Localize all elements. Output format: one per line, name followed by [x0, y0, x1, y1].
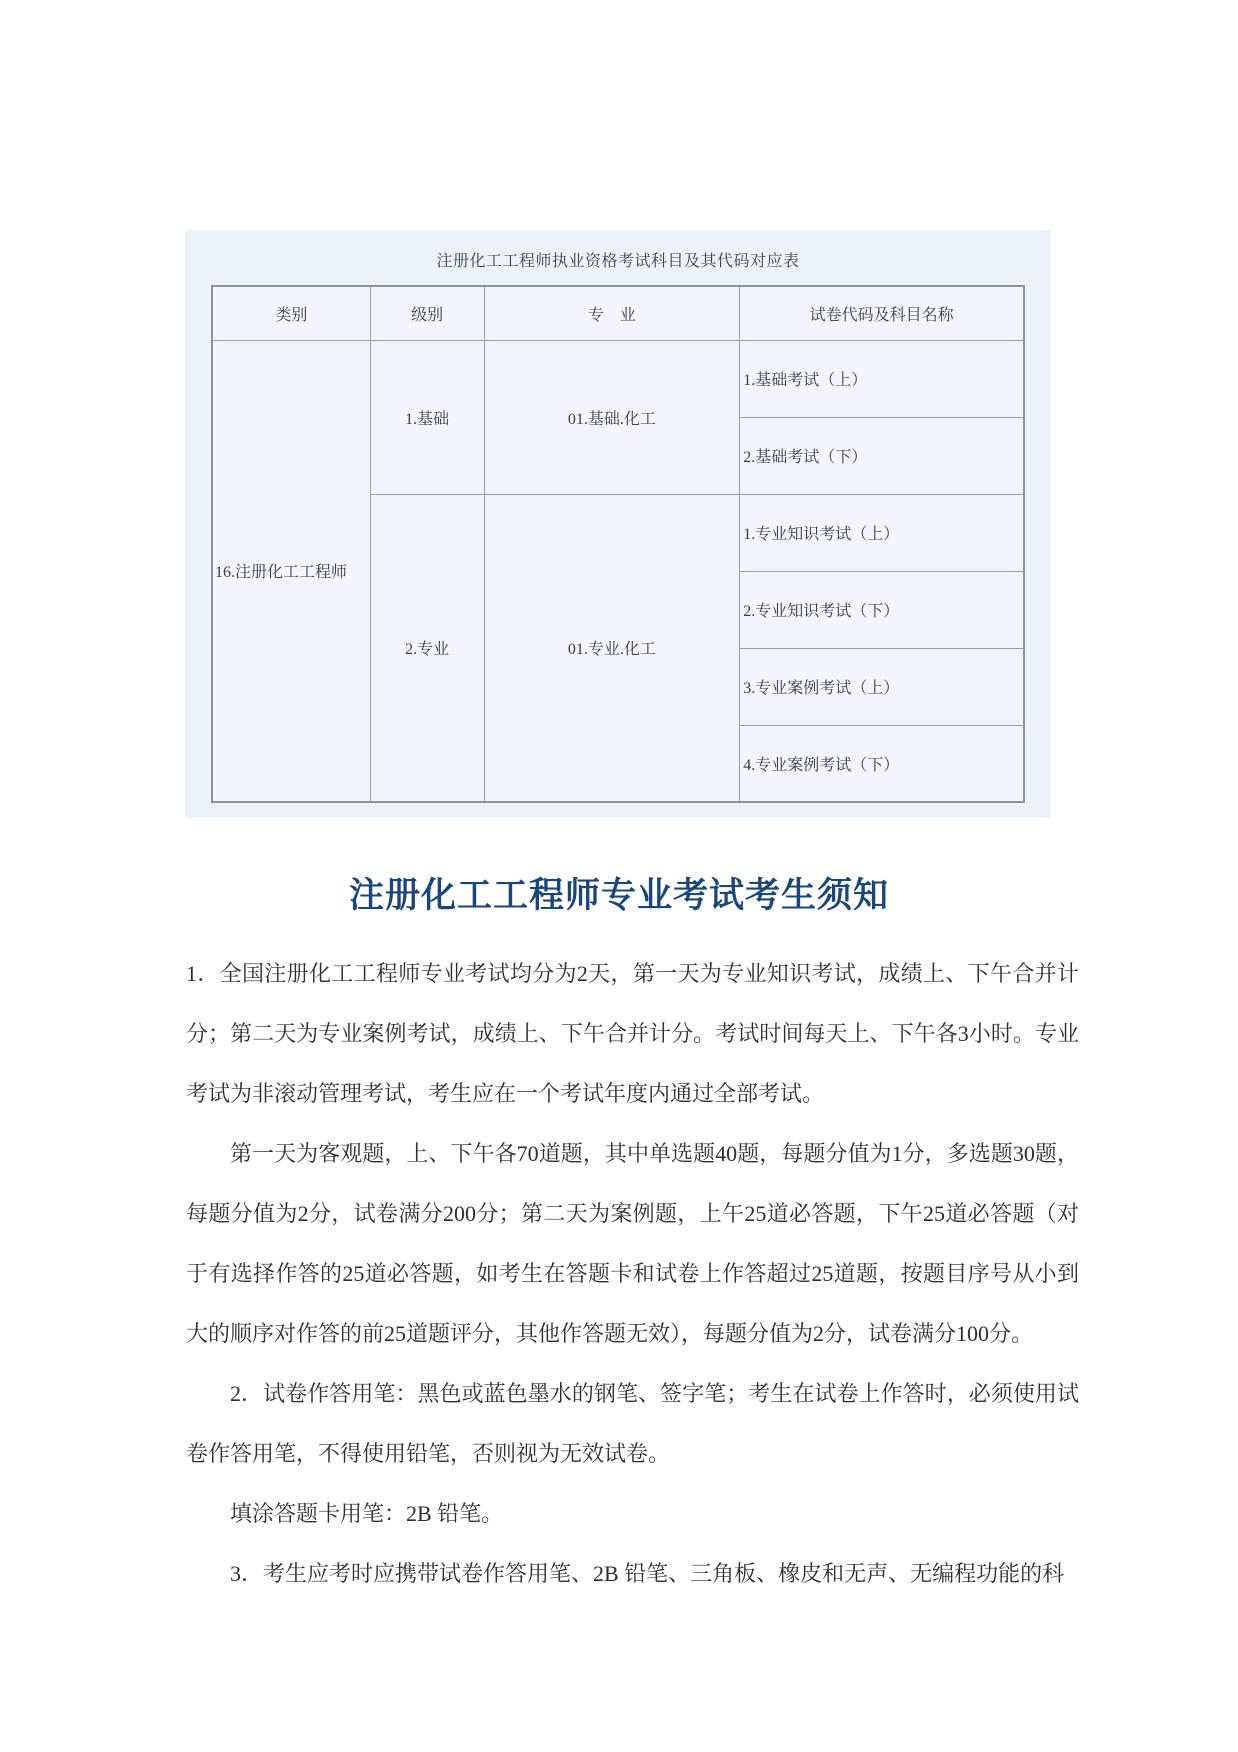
notice-paragraph: 2．试卷作答用笔：黑色或蓝色墨水的钢笔、签字笔；考生在试卷上作答时，必须使用试卷作答用笔，不得使用铅笔，否则视为无效试卷。 [186, 1381, 1079, 1466]
subject-cell: 1.基础考试（上） [740, 340, 1024, 417]
exam-code-table [211, 285, 1025, 803]
major-cell-basic: 01.基础.化工 [484, 340, 740, 494]
notice-paragraph: 1．全国注册化工工程师专业考试均分为2天，第一天为专业知识考试，成绩上、下午合并计分；第二天为专业案例考试，成绩上、下午合并计分。考试时间每天上、下午各3小时。专业考试为非滚动管理考试，考生应在一个考试年度内通过全部考试。 [186, 961, 1079, 1106]
header-cell-paper-code: 试卷代码及科目名称 [740, 286, 1024, 340]
header-cell-major: 专 业 [484, 286, 740, 340]
subject-cell: 1.专业知识考试（上） [740, 494, 1024, 571]
notice-paragraph: 填涂答题卡用笔：2B 铅笔。 [230, 1501, 504, 1526]
subject-cell: 2.基础考试（下） [740, 417, 1024, 494]
exam-table-title: 注册化工工程师执业资格考试科目及其代码对应表 [436, 253, 800, 270]
table-header-row [212, 286, 1024, 340]
level-cell-professional: 2.专业 [370, 494, 484, 802]
subject-cell: 4.专业案例考试（下） [740, 725, 1024, 802]
header-cell-level: 级别 [370, 286, 484, 340]
exam-table-section [185, 230, 1051, 818]
category-cell: 16.注册化工工程师 [212, 340, 370, 802]
header-cell-category: 类别 [212, 286, 370, 340]
table-row [212, 340, 1024, 417]
major-cell-professional: 01.专业.化工 [484, 494, 740, 802]
subject-cell: 3.专业案例考试（上） [740, 648, 1024, 725]
subject-cell: 2.专业知识考试（下） [740, 571, 1024, 648]
level-cell-basic: 1.基础 [370, 340, 484, 494]
notice-heading: 注册化工工程师专业考试考生须知 [348, 876, 889, 915]
notice-paragraph: 3．考生应考时应携带试卷作答用笔、2B 铅笔、三角板、橡皮和无声、无编程功能的科 [230, 1561, 1065, 1586]
notice-paragraph: 第一天为客观题，上、下午各70道题，其中单选题40题，每题分值为1分，多选题30题，每题分值为2分，试卷满分200分；第二天为案例题，上午25道必答题，下午25道必答题（对于有选择作答的25道必答题，如考生在答题卡和试卷上作答超过25道题，按题目序号从小到大的顺序对作答的前25道题评分，其他作答题无效），每题分值为2分，试卷满分100分。 [186, 1141, 1079, 1346]
notice-body [186, 944, 1079, 1604]
